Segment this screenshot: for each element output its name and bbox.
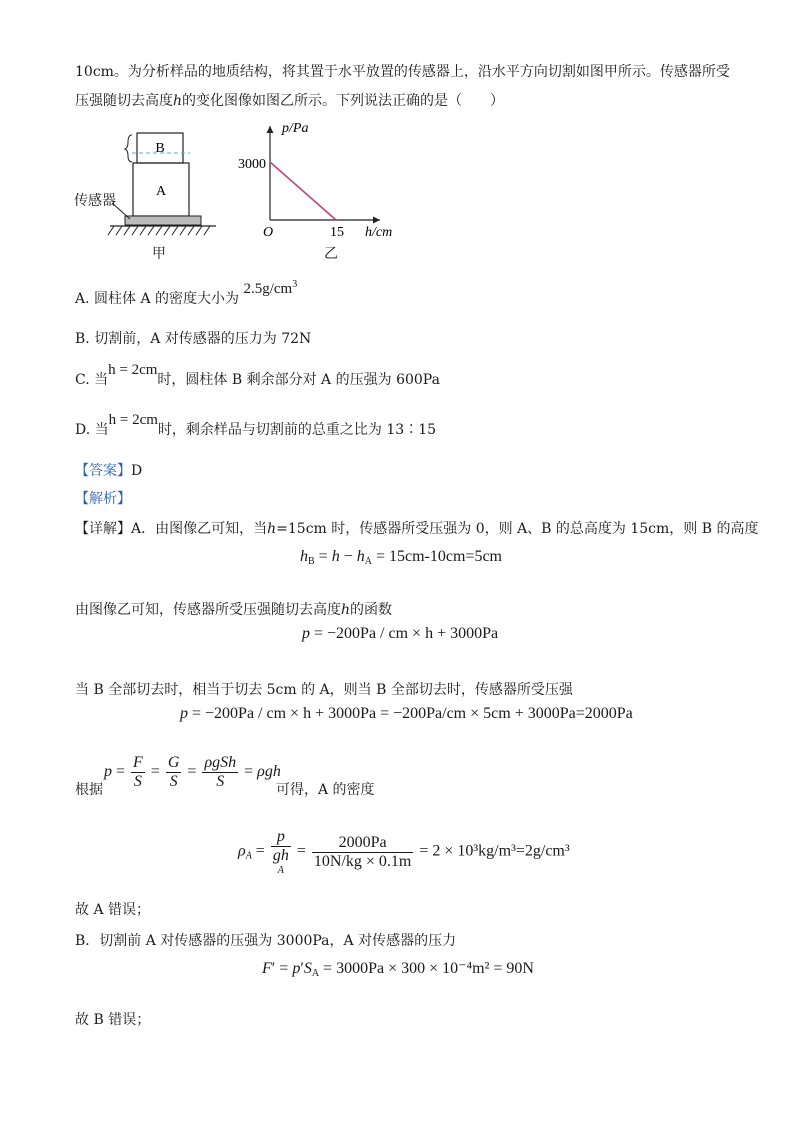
equation-p-2000: p = −200Pa / cm × h + 3000Pa = −200Pa/cm × 5cm + 3000Pa=2000Pa	[180, 705, 633, 722]
option-D: D. 当h = 2cm时，剩余样品与切割前的总重之比为 13∶15	[75, 412, 437, 438]
equation-force: $F' = p'S_A = 3000Pa \times 300 \times 10^{-4}m^2 = 90N$	[262, 960, 534, 979]
sensor-plate	[125, 216, 201, 225]
figure-jia	[70, 125, 230, 240]
detail-line-6: B．切割前 A 对传感器的压强为 3000Pa，A 对传感器的压力	[75, 933, 457, 949]
analysis-tag: 【解析】	[75, 491, 131, 507]
detail-line-4: 根据	[75, 782, 103, 798]
answer-line: 【答案】D	[75, 463, 143, 479]
sensor-label: 传感器	[74, 193, 116, 209]
series-line	[270, 162, 336, 220]
ground-hatch	[108, 226, 210, 235]
detail-line-1: 【详解】A．由图像乙可知，当h=15cm 时，传感器所受压强为 0，则 A、B 的总高度为 15cm，则 B 的高度	[75, 521, 759, 537]
equation-hB: $h_B = h - h_A = 15cm-10cm=5cm$	[300, 548, 502, 567]
caption-jia: 甲	[152, 246, 166, 262]
y-tick-label: 3000	[238, 157, 266, 172]
label-A: A	[155, 184, 167, 199]
x-tick-label: 15	[330, 225, 344, 240]
equation-pressure-formula: p = $\frac{F}{S}$ = $\frac{G}{S}$ = $\frac{\text{ρgSh}}{S}$ = ρgh	[104, 754, 281, 790]
cut-brace	[125, 135, 132, 162]
caption-yi: 乙	[324, 246, 338, 262]
option-B: B. 切割前，A 对传感器的压力为 72N	[75, 331, 312, 347]
question-line-2: 压强随切去高度h的变化图像如图乙所示。下列说法正确的是（ ）	[75, 93, 505, 109]
label-B: B	[155, 141, 165, 156]
option-A: A. 圆柱体 A 的密度大小为 $2.5g/cm^3$	[75, 279, 298, 307]
origin-label: O	[263, 225, 274, 240]
detail-line-3: 当 B 全部切去时，相当于切去 5cm 的 A，则当 B 全部切去时，传感器所受压强	[75, 682, 573, 698]
figure-yi-chart	[235, 118, 405, 243]
option-C: C. 当h = 2cm时，圆柱体 B 剩余部分对 A 的压强为 600Pa	[75, 362, 440, 388]
detail-line-4-tail: 可得，A 的密度	[276, 782, 375, 798]
detail-line-7: 故 B 错误；	[75, 1012, 151, 1028]
data-point	[335, 219, 337, 221]
x-axis-label: h/cm	[365, 225, 393, 240]
detail-line-2: 由图像乙可知，传感器所受压强随切去高度h的函数	[75, 602, 393, 618]
data-point	[269, 161, 271, 163]
equation-p-function: p = −200Pa / cm × h + 3000Pa	[302, 625, 499, 642]
detail-line-5: 故 A 错误；	[75, 902, 151, 918]
y-axis-label: p/Pa	[282, 121, 309, 136]
equation-density: $\rho_A$ = p gh A = $\frac{2000Pa}{10N/kg \times 0.1m}$ = 2 × 10³kg/m³=2g/cm³	[238, 828, 570, 876]
question-line-1: 10cm。为分析样品的地质结构，将其置于水平放置的传感器上，沿水平方向切割如图甲所示。传感器所受	[75, 64, 730, 80]
